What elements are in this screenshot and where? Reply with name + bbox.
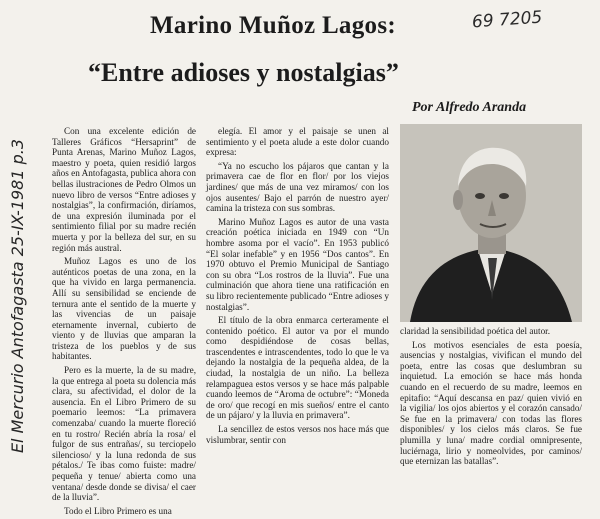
paragraph: Todo el Libro Primero es una xyxy=(64,505,172,516)
paragraph: “Ya no escucho los pájaros que cantan y la primavera cae de flor en flor/ por los viejos jardines/ que más de una vez miramos/ con los ojos ausentes/ Bajo el parrón de nuestro ayer/ camina la tristeza con sus sombras. xyxy=(206,160,389,214)
portrait-photo xyxy=(400,124,582,322)
article-subtitle: “Entre adioses y nostalgias” xyxy=(88,58,399,87)
article-column-2 xyxy=(206,126,389,448)
paragraph: elegía. El amor y el paisaje se unen al sentimiento y el poeta alude a este dolor cuando expresa: xyxy=(206,126,389,158)
paragraph: Marino Muñoz Lagos es autor de una vasta creación poética iniciada en 1949 con “Un hombre asoma por el vacío”. En 1953 publicó “El solar inefable” y en 1956 “Dos cantos”. En 1970 obtuvo el Premio Municipal de Santiago con su obra “Los rostros de la lluvia”. Fue una culminación que ahora tiene una ratificación en su libro recientemente publicado “Entre adioses y nostalgias”. xyxy=(206,216,389,312)
paragraph: La sencillez de estos versos nos hace más que vislumbrar, sentir con xyxy=(206,424,389,445)
handwritten-corner-note: 69 7205 xyxy=(471,7,543,33)
paragraph: Muñoz Lagos es uno de los auténticos poetas de una zona, en la que ha vivido en larga permanencia. Allí su sensibilidad se enciende de ternura ante el sentido de la muerte y las vivencias de un paisaje eternamente invernal, cubierto de viento y de lluvias que amparan la tristeza de los pueblos y de sus habitantes. xyxy=(52,256,196,362)
paragraph: El título de la obra enmarca certeramente el contenido poético. El autor va por el mundo como despidiéndose de cosas bellas, trascendentes e intrascendentes, todo lo que le va dejando la nostalgia de la pequeña aldea, de la ciudad, la nostalgia de un niño. La belleza relampaguea estos versos y se hace más palpable cuando leemos de “Aroma de octubre”: “Moneda de oro/ que recogí en mis sueños/ entre el canto de un pájaro/ y la lluvia en primavera”. xyxy=(206,315,389,421)
article-title: Marino Muñoz Lagos: xyxy=(150,12,396,39)
paragraph: Pero es la muerte, la de su madre, la que entrega al poeta su dolencia más clara, su afectividad, el dolor de la ausencia. En el Libro Primero de su poemario leemos: “La primavera comenzaba/ cuando la muerte floreció en tu rostro/ Recién abría la rosa/ el fulgor de sus entrañas/, su terciopelo silencioso/ y la luna redonda de sus pétalos./ Te ibas como fuiste: madre/ pequeña y tenue/ abierta como una ventana/ desde donde se divisa/ el caer de la lluvia”. xyxy=(52,365,196,503)
paragraph: Los motivos esenciales de esta poesía, ausencias y nostalgias, vivifican el mundo del poeta, entre las cosas que deslumbran su inquietud. La emoción se hace más honda cuando en el recuerdo de su madre, leemos en epitafio: “Aquí descansa en paz/ quien vivió en la vigilia/ los ojos abiertos y el corazón cansado/ Se fue en la primavera/ con todas las flores disponibles/ y los cielos más claros. Se fue plumilla y luna/ madre cordial omnipresente, luciérnaga, lirio y nomeolvides, por caminos/ que eternizan las batallas”. xyxy=(400,339,582,467)
portrait-photo-icon xyxy=(400,124,582,322)
article-column-3 xyxy=(400,326,582,470)
paragraph: claridad la sensibilidad poética del autor. xyxy=(400,326,551,336)
handwritten-side-note: El Mercurio Antofagasta 25-IX-1981 p.3 xyxy=(8,138,27,454)
paragraph: Con una excelente edición de Talleres Gráficos “Hersaprint” de Punta Arenas, Marino Muñoz Lagos, maestro y poeta, quien residió largos años en Antofagasta, publica ahora con bellas ilustraciones de Pedro Olmos un nuevo libro de versos “Entre adioses y nostalgias”, la confirmación, diríamos, de una expresión iluminada por el sentimiento filial por su madre recién muerta y por la belleza del sur, en su región más austral. xyxy=(52,126,196,253)
article-column-1 xyxy=(52,126,196,519)
article-byline: Por Alfredo Aranda xyxy=(412,100,527,115)
